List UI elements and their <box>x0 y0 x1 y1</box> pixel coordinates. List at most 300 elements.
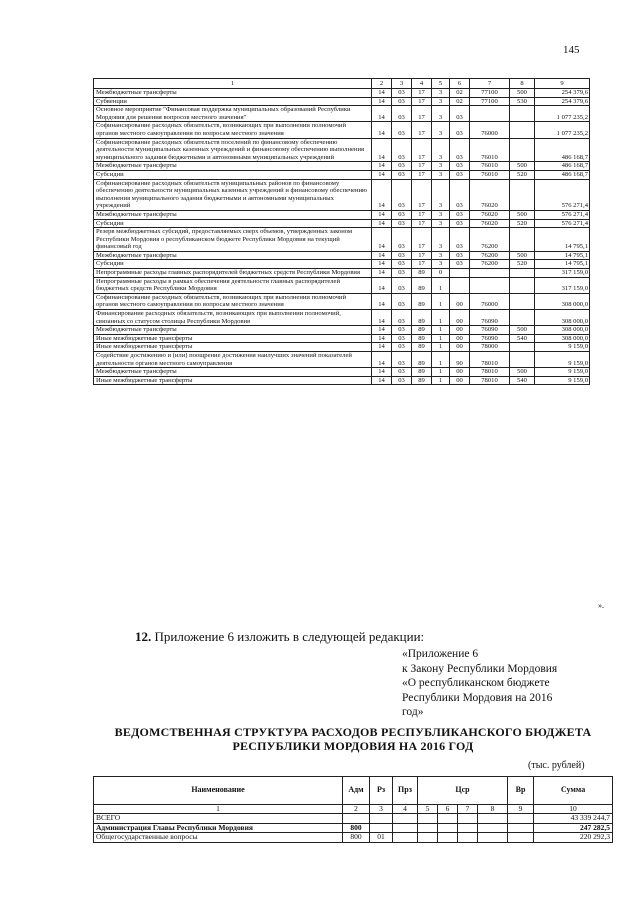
table1-row-col-5: 1 <box>432 376 450 385</box>
table1-row-col-3: 03 <box>392 368 412 377</box>
table1-row-col-2: 14 <box>372 352 392 368</box>
table1-row-name: Межбюджетные трансферты <box>94 368 372 377</box>
table1-row-col-5: 1 <box>432 334 450 343</box>
table1-row-col-5: 3 <box>432 89 450 98</box>
table2-row <box>94 814 613 823</box>
table1-row-col-5: 1 <box>432 277 450 293</box>
table1-row-col-6: 03 <box>450 260 470 269</box>
departmental-structure-table <box>93 776 613 843</box>
table2-row-csr-4 <box>478 814 508 823</box>
table1-row <box>94 179 590 210</box>
table1-row-col-5: 3 <box>432 260 450 269</box>
amendment-text: Приложение 6 изложить в следующей редакции: <box>154 629 425 644</box>
table1-row-amount: 1 077 235,2 <box>535 106 590 122</box>
appendix-line-3: «О республиканском бюджете <box>402 677 550 689</box>
table2-row-csr-1 <box>418 823 438 832</box>
table2-row-csr-3 <box>458 823 478 832</box>
table1-row-col-4: 89 <box>412 334 432 343</box>
table1-row-col-7: 78000 <box>470 343 510 352</box>
table1-row-col-8 <box>510 352 535 368</box>
table2-row-rz: 01 <box>370 833 393 842</box>
table1-row-col-2: 14 <box>372 162 392 171</box>
table1-row <box>94 170 590 179</box>
table1-row-name: Софинансирование расходных обязательств, возникающих при выполнении полномочий органов местного самоуправления по вопросам местного значения <box>94 293 372 309</box>
table1-row-name: Субвенции <box>94 97 372 106</box>
table1-row-col-8: 500 <box>510 162 535 171</box>
table1-row-col-6: 00 <box>450 293 470 309</box>
table1-row-col-2: 14 <box>372 334 392 343</box>
table1-row-name: Непрограммные расходы в рамках обеспечения деятельности главных распорядителей бюджетных средств Республики Мордовия <box>94 277 372 293</box>
table1-header-row <box>94 79 590 89</box>
table1-row-col-2: 14 <box>372 376 392 385</box>
table1-row-col-3: 03 <box>392 228 412 252</box>
table2-row-csr-1 <box>418 814 438 823</box>
document-title <box>93 725 613 753</box>
amendment-paragraph <box>135 629 424 645</box>
table1-row-col-3: 03 <box>392 179 412 210</box>
table2-row-csr-3 <box>458 833 478 842</box>
table1-row-amount: 576 271,4 <box>535 210 590 219</box>
table1-row-col-2: 14 <box>372 368 392 377</box>
table1-row-col-4: 89 <box>412 269 432 278</box>
table1-row <box>94 210 590 219</box>
table1-row-amount: 254 379,6 <box>535 97 590 106</box>
table2-row-vr <box>508 814 534 823</box>
table1-col-7: 7 <box>470 79 510 89</box>
table2-index-cell: 1 <box>94 805 343 814</box>
table1-row-col-4: 89 <box>412 310 432 326</box>
table1-row <box>94 138 590 162</box>
table1-row <box>94 89 590 98</box>
table1-row-col-6: 03 <box>450 210 470 219</box>
table1-row-amount: 14 795,1 <box>535 251 590 260</box>
table1-row-col-8 <box>510 138 535 162</box>
table1-row-col-5: 3 <box>432 251 450 260</box>
table1-row-amount: 317 159,0 <box>535 277 590 293</box>
table2-row-vr <box>508 823 534 832</box>
table1-row-name: Софинансирование расходных обязательств, возникающих при выполнении полномочий органов местного самоуправления по вопросам местного значения <box>94 122 372 138</box>
table1-row-col-5: 1 <box>432 293 450 309</box>
table1-row-col-8: 530 <box>510 97 535 106</box>
page-number: 145 <box>563 44 580 56</box>
table2-row <box>94 833 613 842</box>
table1-row-col-4: 89 <box>412 293 432 309</box>
table1-row-col-5: 3 <box>432 228 450 252</box>
document-title-line-2: РЕСПУБЛИКИ МОРДОВИЯ НА 2016 ГОД <box>232 739 474 753</box>
table1-row-col-6: 03 <box>450 122 470 138</box>
table1-row-col-3: 03 <box>392 210 412 219</box>
table1-row-col-6: 03 <box>450 162 470 171</box>
table1-row-col-4: 89 <box>412 368 432 377</box>
table1-row-col-5: 3 <box>432 170 450 179</box>
table1-row-col-7: 76200 <box>470 251 510 260</box>
table1-row-col-8: 520 <box>510 219 535 228</box>
table1-col-2: 2 <box>372 79 392 89</box>
table1-row-col-3: 03 <box>392 162 412 171</box>
document-title-line-1: ВЕДОМСТВЕННАЯ СТРУКТУРА РАСХОДОВ РЕСПУБЛИКАНСКОГО БЮДЖЕТА <box>114 725 592 739</box>
table1-row-col-6: 00 <box>450 326 470 335</box>
table1-row-amount: 9 159,0 <box>535 343 590 352</box>
table1-row-col-4: 89 <box>412 277 432 293</box>
table1-row-col-3: 03 <box>392 219 412 228</box>
table2-row-name: Общегосударственные вопросы <box>94 833 343 842</box>
table1-row-col-7 <box>470 106 510 122</box>
table2-index-cell: 9 <box>508 805 534 814</box>
table1-row-col-2: 14 <box>372 97 392 106</box>
table1-row-amount: 14 795,1 <box>535 260 590 269</box>
table1-row <box>94 106 590 122</box>
table1-row-col-7: 76200 <box>470 260 510 269</box>
table1-row-name: Межбюджетные трансферты <box>94 210 372 219</box>
table1-row <box>94 228 590 252</box>
table1-row-col-6: 90 <box>450 352 470 368</box>
table1-row-col-6: 03 <box>450 219 470 228</box>
table1-row-col-8 <box>510 269 535 278</box>
table1-row-amount: 9 159,0 <box>535 368 590 377</box>
table1-row-col-5: 3 <box>432 162 450 171</box>
table1-row-col-6: 03 <box>450 106 470 122</box>
table2-row-prz <box>393 833 418 842</box>
table1-row-col-3: 03 <box>392 251 412 260</box>
table1-row <box>94 97 590 106</box>
table2-header-csr: Цср <box>418 777 508 805</box>
table1-row-col-8 <box>510 343 535 352</box>
table1-row <box>94 326 590 335</box>
table1-row-col-5: 1 <box>432 368 450 377</box>
table1-row-name: Межбюджетные трансферты <box>94 162 372 171</box>
table2-index-cell: 6 <box>438 805 458 814</box>
table1-col-8: 8 <box>510 79 535 89</box>
table1-row-col-3: 03 <box>392 352 412 368</box>
table1-row-name: Субсидии <box>94 170 372 179</box>
table1-row-col-7: 76000 <box>470 293 510 309</box>
table1-row-col-4: 17 <box>412 260 432 269</box>
table1-row-col-8: 500 <box>510 89 535 98</box>
table2-header-name: Наименование <box>94 777 343 805</box>
table1-row-col-4: 17 <box>412 89 432 98</box>
appendix-line-4: Республики Мордовия на 2016 <box>402 691 553 704</box>
table2-header-row <box>94 777 613 805</box>
table2-row-csr-4 <box>478 823 508 832</box>
table1-row-col-5: 3 <box>432 106 450 122</box>
table1-col-3: 3 <box>392 79 412 89</box>
table1-row-col-7: 76020 <box>470 210 510 219</box>
table2-index-cell: 3 <box>370 805 393 814</box>
table1-row-name: Финансирование расходных обязательств, возникающих при выполнении полномочий, связанных со статусом столицы Республики Мордовия <box>94 310 372 326</box>
table1-row-col-3: 03 <box>392 293 412 309</box>
table1-row <box>94 368 590 377</box>
table1-row-col-5: 3 <box>432 97 450 106</box>
table1-row-col-5: 1 <box>432 343 450 352</box>
table1-col-5: 5 <box>432 79 450 89</box>
table1-row-amount: 576 271,4 <box>535 179 590 210</box>
unit-note: (тыс. рублей) <box>528 760 585 771</box>
table1-row-col-2: 14 <box>372 251 392 260</box>
table1-row-col-3: 03 <box>392 334 412 343</box>
table1-row-col-6: 00 <box>450 368 470 377</box>
table1-row-col-8: 520 <box>510 260 535 269</box>
table1-row-col-8 <box>510 122 535 138</box>
table1-row-col-7: 76200 <box>470 228 510 252</box>
table2-row-sum: 220 292,3 <box>534 833 613 842</box>
table1-row-col-7: 76000 <box>470 122 510 138</box>
table1-col-4: 4 <box>412 79 432 89</box>
table2-row-prz <box>393 823 418 832</box>
table1-row-col-7: 76090 <box>470 310 510 326</box>
table1-row-col-3: 03 <box>392 269 412 278</box>
table1-row-col-2: 14 <box>372 293 392 309</box>
table1-col-6: 6 <box>450 79 470 89</box>
table2-index-cell: 2 <box>343 805 370 814</box>
table1-row-col-3: 03 <box>392 310 412 326</box>
table1-row-col-7: 78010 <box>470 368 510 377</box>
table1-row <box>94 310 590 326</box>
table1-row-col-4: 17 <box>412 251 432 260</box>
table1-row-col-3: 03 <box>392 89 412 98</box>
closing-quote-mark: ». <box>598 601 604 610</box>
table1-col-9: 9 <box>535 79 590 89</box>
table1-row-col-2: 14 <box>372 310 392 326</box>
table1-row-col-4: 17 <box>412 97 432 106</box>
table1-row-amount: 308 000,0 <box>535 293 590 309</box>
table2-header-vr: Вр <box>508 777 534 805</box>
table2-row-adm: 800 <box>343 833 370 842</box>
table1-row-col-3: 03 <box>392 106 412 122</box>
table2-row-sum: 247 282,5 <box>534 823 613 832</box>
table2-index-cell: 4 <box>393 805 418 814</box>
table1-row-col-3: 03 <box>392 376 412 385</box>
table1-row-col-6: 03 <box>450 179 470 210</box>
table1-row-col-4: 17 <box>412 122 432 138</box>
table1-row-amount: 308 000,0 <box>535 334 590 343</box>
table1-row-col-3: 03 <box>392 326 412 335</box>
table1-row-col-6: 03 <box>450 251 470 260</box>
table1-row-col-8: 540 <box>510 376 535 385</box>
table1-row-col-2: 14 <box>372 326 392 335</box>
table1-row <box>94 376 590 385</box>
table1-row <box>94 293 590 309</box>
table1-row-col-8: 520 <box>510 170 535 179</box>
table2-row-name: Администрация Главы Республики Мордовия <box>94 823 343 832</box>
table1-row-amount: 9 159,0 <box>535 352 590 368</box>
table1-row-col-6 <box>450 277 470 293</box>
table1-row-col-7: 77100 <box>470 97 510 106</box>
table1-row-col-3: 03 <box>392 170 412 179</box>
table1-row-name: Иные межбюджетные трансферты <box>94 376 372 385</box>
table1-row-name: Иные межбюджетные трансферты <box>94 343 372 352</box>
table1-row-col-5: 3 <box>432 138 450 162</box>
table1-row-col-2: 14 <box>372 89 392 98</box>
table1-row-col-6: 02 <box>450 89 470 98</box>
table1-row-col-2: 14 <box>372 170 392 179</box>
table1-row-name: Основное мероприятие "Финансовая поддержка муниципальных образований Республики Мордовия для решения вопросов местного значения" <box>94 106 372 122</box>
table1-row-col-2: 14 <box>372 343 392 352</box>
appendix-line-2: к Закону Республики Мордовия <box>402 662 558 675</box>
table1-row-col-3: 03 <box>392 277 412 293</box>
table1-row-col-4: 17 <box>412 106 432 122</box>
appendix-line-1: «Приложение 6 <box>402 648 479 660</box>
table1-row-col-3: 03 <box>392 343 412 352</box>
table1-row-col-7: 76020 <box>470 179 510 210</box>
table2-index-cell: 10 <box>534 805 613 814</box>
table1-row-col-2: 14 <box>372 210 392 219</box>
table2-header-prz: Прз <box>393 777 418 805</box>
table1-row-col-4: 89 <box>412 326 432 335</box>
table1-row-col-6: 00 <box>450 376 470 385</box>
table1-row <box>94 162 590 171</box>
table1-row-col-6: 00 <box>450 343 470 352</box>
table1-row-col-4: 17 <box>412 138 432 162</box>
table2-row-sum: 43 339 244,7 <box>534 814 613 823</box>
appendix-line-5: год» <box>402 706 424 718</box>
table1-row-amount: 486 168,7 <box>535 170 590 179</box>
table1-row-col-5: 0 <box>432 269 450 278</box>
table1-row-col-5: 3 <box>432 122 450 138</box>
table1-row-col-7: 76020 <box>470 219 510 228</box>
table1-row <box>94 334 590 343</box>
table2-index-cell: 7 <box>458 805 478 814</box>
table1-row-amount: 308 000,0 <box>535 326 590 335</box>
table1-row-col-7: 76090 <box>470 326 510 335</box>
table1-row-col-8: 540 <box>510 334 535 343</box>
appendix-reference <box>402 647 557 720</box>
table2-header-rz: Рз <box>370 777 393 805</box>
table1-row-name: Софинансирование расходных обязательств муниципальных районов по финансовому обеспечению деятельности муниципальных казенных учреждений и финансовому обеспечению выполнения муниципального задания бюджетными и автономными муниципальных учреждений <box>94 179 372 210</box>
table1-row-col-4: 89 <box>412 352 432 368</box>
table1-row-col-6: 02 <box>450 97 470 106</box>
table2-row-prz <box>393 814 418 823</box>
table1-row <box>94 277 590 293</box>
table2-row-adm <box>343 814 370 823</box>
table1-row-col-7: 78010 <box>470 352 510 368</box>
table1-row-col-6: 03 <box>450 138 470 162</box>
table1-row-col-3: 03 <box>392 138 412 162</box>
table2-row-csr-3 <box>458 814 478 823</box>
table1-row-col-8 <box>510 310 535 326</box>
table1-row-col-3: 03 <box>392 97 412 106</box>
table1-row-amount: 317 159,0 <box>535 269 590 278</box>
table2-index-cell: 8 <box>478 805 508 814</box>
table1-row-col-5: 1 <box>432 352 450 368</box>
table1-row-col-8 <box>510 179 535 210</box>
table1-row-col-6: 00 <box>450 334 470 343</box>
budget-table-continued <box>93 78 590 385</box>
table1-row-col-4: 17 <box>412 210 432 219</box>
table1-row <box>94 269 590 278</box>
table1-row <box>94 219 590 228</box>
table1-row-amount: 1 077 235,2 <box>535 122 590 138</box>
table1-row-col-7: 76010 <box>470 138 510 162</box>
table2-index-row <box>94 805 613 814</box>
table1-row-name: Непрограммные расходы главных распорядителей бюджетных средств Республики Мордовия <box>94 269 372 278</box>
table1-row-col-5: 3 <box>432 179 450 210</box>
table1-row-col-2: 14 <box>372 138 392 162</box>
table1-row-col-7 <box>470 277 510 293</box>
table1-row-col-8 <box>510 106 535 122</box>
table1-row-col-7: 76010 <box>470 162 510 171</box>
table2-row-vr <box>508 833 534 842</box>
table1-row-col-8: 500 <box>510 210 535 219</box>
table1-row-col-8: 500 <box>510 368 535 377</box>
table2-row-csr-2 <box>438 833 458 842</box>
table1-row-amount: 308 000,0 <box>535 310 590 326</box>
table1-row-amount: 9 159,0 <box>535 376 590 385</box>
table1-row-col-2: 14 <box>372 122 392 138</box>
table2-row-csr-2 <box>438 823 458 832</box>
table1-row-col-2: 14 <box>372 106 392 122</box>
table1-row-col-8: 500 <box>510 326 535 335</box>
table1-row-col-6: 00 <box>450 310 470 326</box>
table1-row-col-2: 14 <box>372 277 392 293</box>
table2-row-csr-1 <box>418 833 438 842</box>
table1-row-col-2: 14 <box>372 179 392 210</box>
table1-row-col-4: 17 <box>412 219 432 228</box>
table1-row-col-3: 03 <box>392 122 412 138</box>
table1-row-name: Межбюджетные трансферты <box>94 251 372 260</box>
table1-row-col-4: 17 <box>412 228 432 252</box>
table2-row-adm: 800 <box>343 823 370 832</box>
table2-row-csr-2 <box>438 814 458 823</box>
table2-row-name: ВСЕГО <box>94 814 343 823</box>
table1-row <box>94 251 590 260</box>
table1-row-col-2: 14 <box>372 260 392 269</box>
table1-row-col-6: 03 <box>450 170 470 179</box>
table2-header-sum: Сумма <box>534 777 613 805</box>
table1-row-col-4: 17 <box>412 179 432 210</box>
table1-row-name: Резерв межбюджетных субсидий, предоставляемых сверх объемов, утвержденных законом Республики Мордовия о республиканском бюджете Республики Мордовия на текущий финансовый год <box>94 228 372 252</box>
table1-row-col-5: 3 <box>432 210 450 219</box>
table1-row-amount: 576 271,4 <box>535 219 590 228</box>
table1-row-name: Иные межбюджетные трансферты <box>94 334 372 343</box>
table1-row <box>94 122 590 138</box>
table1-row-col-6 <box>450 269 470 278</box>
table1-row-col-5: 1 <box>432 326 450 335</box>
table1-row <box>94 352 590 368</box>
table1-row-name: Субсидии <box>94 219 372 228</box>
table1-row-col-8 <box>510 277 535 293</box>
table1-row-col-7: 76010 <box>470 170 510 179</box>
table1-row-col-4: 17 <box>412 170 432 179</box>
table1-row-col-2: 14 <box>372 219 392 228</box>
table1-row-col-7: 77100 <box>470 89 510 98</box>
table1-row-col-6: 03 <box>450 228 470 252</box>
table1-row-col-4: 17 <box>412 162 432 171</box>
table1-row-col-4: 89 <box>412 343 432 352</box>
table2-index-cell: 5 <box>418 805 438 814</box>
table2-header-adm: Адм <box>343 777 370 805</box>
table1-row-col-5: 3 <box>432 219 450 228</box>
table1-row-name: Субсидии <box>94 260 372 269</box>
table1-row-col-8: 500 <box>510 251 535 260</box>
table1-row-col-7: 78010 <box>470 376 510 385</box>
table1-row-amount: 14 795,1 <box>535 228 590 252</box>
table1-row <box>94 343 590 352</box>
table1-row-col-5: 1 <box>432 310 450 326</box>
table1-row-col-3: 03 <box>392 260 412 269</box>
table1-row-name: Софинансирование расходных обязательств поселений по финансовому обеспечению деятельности муниципальных казенных учреждений и финансовому обеспечению выполнения муниципального задания бюджетными и автономными муниципальных учреждений <box>94 138 372 162</box>
amendment-number: 12. <box>135 629 152 644</box>
table1-row-amount: 486 168,7 <box>535 162 590 171</box>
table1-row-name: Содействие достижению и (или) поощрение достижения наилучших значений показателей деятельности органов местного самоуправления <box>94 352 372 368</box>
table2-row-csr-4 <box>478 833 508 842</box>
table1-row-name: Межбюджетные трансферты <box>94 326 372 335</box>
table1-row-col-8 <box>510 228 535 252</box>
table1-row-amount: 254 379,6 <box>535 89 590 98</box>
table1-row-col-7: 76090 <box>470 334 510 343</box>
table2-row-rz <box>370 814 393 823</box>
table1-row-col-8 <box>510 293 535 309</box>
table1-row-col-7 <box>470 269 510 278</box>
